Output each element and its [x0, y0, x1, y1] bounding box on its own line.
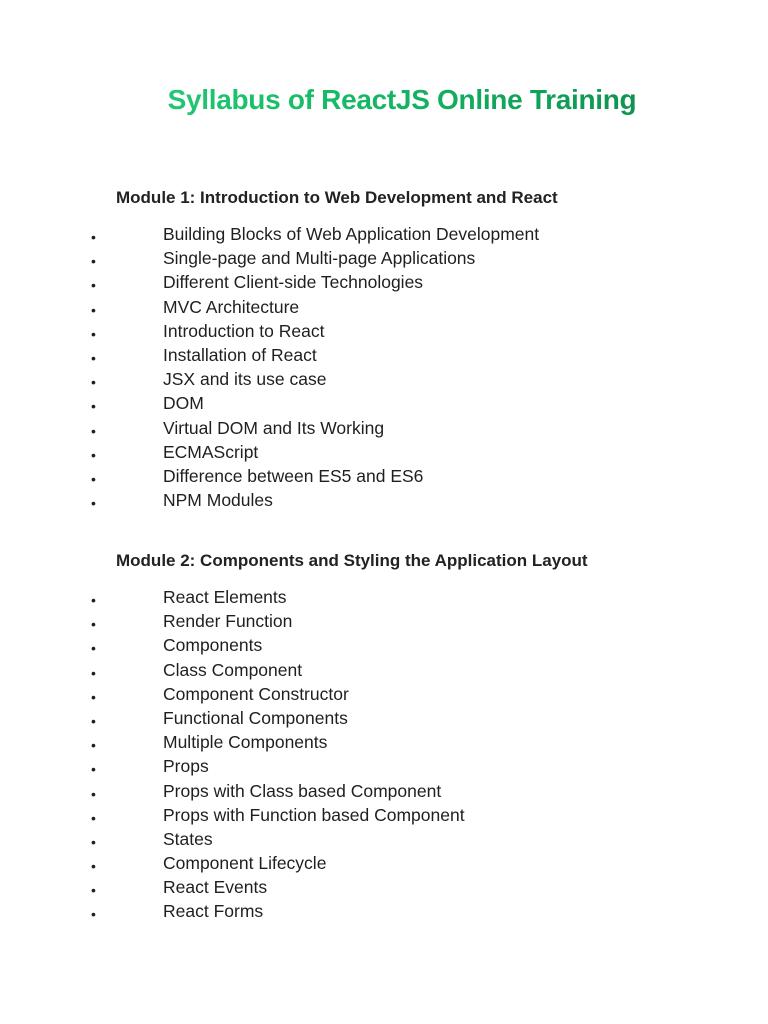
list-item-text: Multiple Components: [163, 732, 328, 753]
list-item-text: Props: [163, 756, 209, 777]
bullet-icon: •: [91, 325, 96, 342]
list-item-text: States: [163, 828, 213, 849]
bullet-icon: •: [91, 495, 96, 512]
bullet-icon: •: [91, 785, 96, 802]
bullet-icon: •: [91, 906, 96, 923]
list-item-text: Props with Function based Component: [163, 804, 465, 825]
bullet-icon: •: [91, 882, 96, 899]
page-title: Syllabus of ReactJS Online Training: [0, 84, 768, 116]
bullet-icon: •: [91, 809, 96, 826]
bullet-icon: •: [91, 616, 96, 633]
bullet-icon: •: [91, 761, 96, 778]
bullet-icon: •: [91, 640, 96, 657]
bullet-icon: •: [91, 301, 96, 318]
bullet-icon: •: [91, 664, 96, 681]
list-item-text: Component Constructor: [163, 683, 349, 704]
bullet-icon: •: [91, 737, 96, 754]
list-item-text: NPM Modules: [163, 490, 273, 511]
list-item-text: Introduction to React: [163, 320, 325, 341]
bullet-icon: •: [91, 446, 96, 463]
list-item-text: Functional Components: [163, 707, 348, 728]
list-item-text: Props with Class based Component: [163, 780, 442, 801]
list-item-text: Different Client-side Technologies: [163, 272, 424, 293]
bullet-icon: •: [91, 398, 96, 415]
bullet-icon: •: [91, 858, 96, 875]
bullet-icon: •: [91, 688, 96, 705]
bullet-icon: •: [91, 833, 96, 850]
bullet-icon: •: [91, 470, 96, 487]
bullet-icon: •: [91, 349, 96, 366]
bullet-icon: •: [91, 422, 96, 439]
bullet-icon: •: [91, 229, 96, 245]
bullet-icon: •: [91, 277, 96, 294]
list-item-text: React Events: [163, 877, 268, 898]
list-item-text: React Elements: [163, 587, 287, 607]
bullet-icon: •: [91, 592, 96, 608]
list-item-text: Component Lifecycle: [163, 853, 327, 874]
list-item-text: Building Blocks of Web Application Development: [163, 224, 540, 244]
module-2-heading: Module 2: Components and Styling the Application Layout: [116, 551, 588, 570]
list-item-text: Render Function: [163, 611, 293, 632]
list-item-text: Components: [163, 635, 263, 656]
list-item-text: Class Component: [163, 659, 303, 680]
list-item-text: JSX and its use case: [163, 369, 327, 390]
list-item-text: Installation of React: [163, 344, 317, 365]
list-item-text: Virtual DOM and Its Working: [163, 417, 385, 438]
list-item-text: Single-page and Multi-page Applications: [163, 248, 476, 269]
module-1-heading: Module 1: Introduction to Web Development and React: [116, 188, 558, 207]
bullet-icon: •: [91, 712, 96, 729]
bullet-icon: •: [91, 374, 96, 391]
bullet-icon: •: [91, 253, 96, 270]
list-item-text: ECMAScript: [163, 441, 259, 462]
list-item-text: Difference between ES5 and ES6: [163, 465, 424, 486]
list-item-text: MVC Architecture: [163, 296, 300, 317]
list-item-text: React Forms: [163, 901, 264, 922]
list-item-text: DOM: [163, 393, 204, 414]
